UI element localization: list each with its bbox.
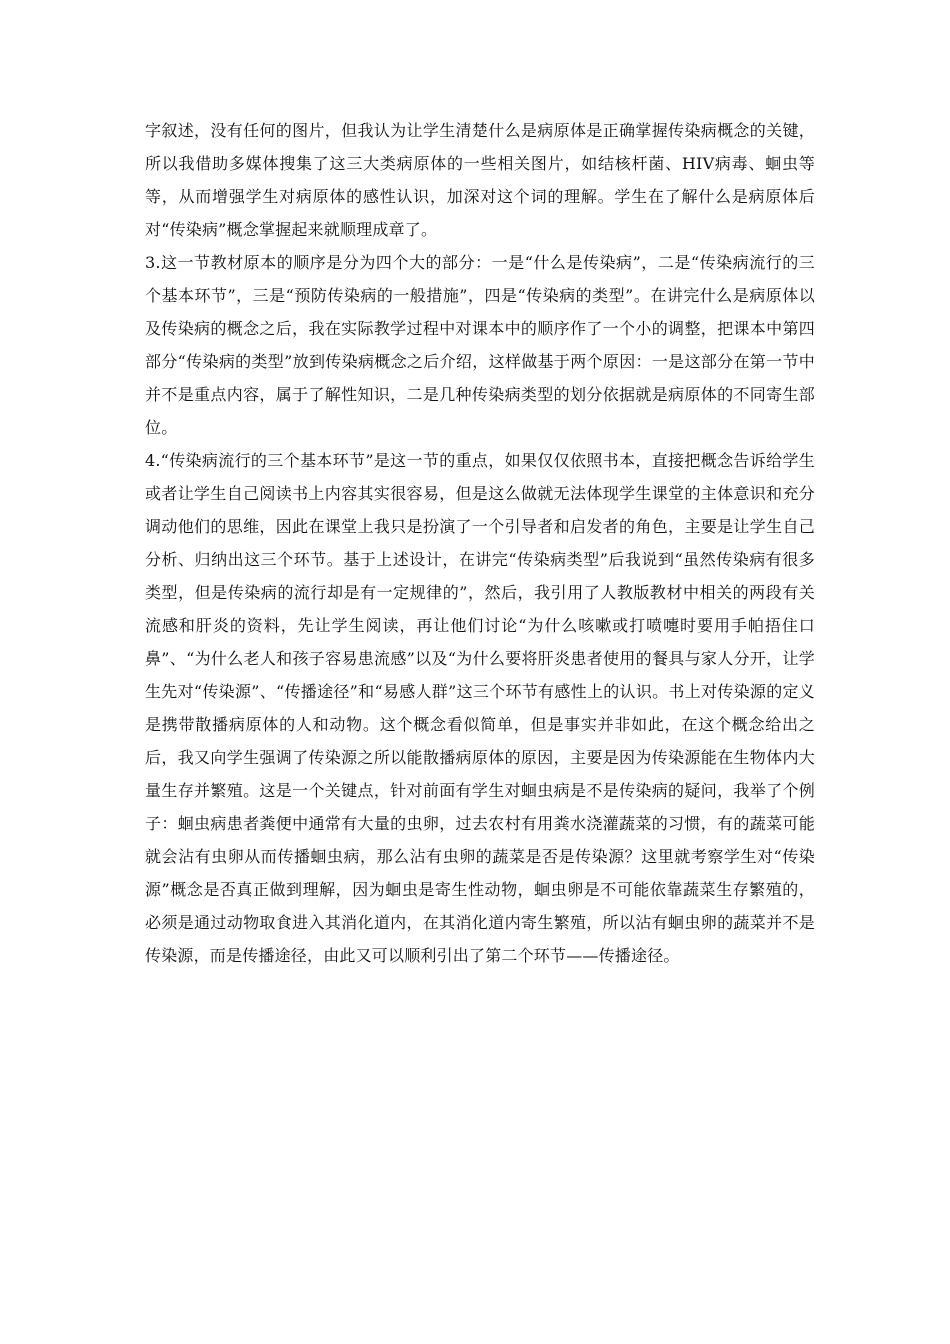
paragraph-point-3: 3.这一节教材原本的顺序是分为四个大的部分：一是“什么是传染病”，二是“传染病流行的三个基本环节”，三是“预防传染病的一般措施”，四是“传染病的类型”。在讲完什么是病原体以及传染病的概念之后，我在实际教学过程中对课本中的顺序作了一个小的调整，把课本中第四部分“传染病的类型”放到传染病概念之后介绍，这样做基于两个原因：一是这部分在第一节中并不是重点内容，属于了解性知识，二是几种传染病类型的划分依据就是病原体的不同寄生部位。 xyxy=(145,253,815,437)
paragraph-continuation: 字叙述，没有任何的图片，但我认为让学生清楚什么是病原体是正确掌握传染病概念的关键，所以我借助多媒体搜集了这三大类病原体的一些相关图片，如结核杆菌、HIV病毒、蛔虫等等，从而增强学生对病原体的感性认识，加深对这个词的理解。学生在了解什么是病原体后对“传染病”概念掌握起来就顺理成章了。 xyxy=(145,121,815,239)
paragraph-point-4: 4.“传染病流行的三个基本环节”是这一节的重点，如果仅仅依照书本，直接把概念告诉给学生或者让学生自己阅读书上内容其实很容易，但是这么做就无法体现学生课堂的主体意识和充分调动他们的思维，因此在课堂上我只是扮演了一个引导者和启发者的角色，主要是让学生自己分析、归纳出这三个环节。基于上述设计，在讲完“传染病类型”后我说到“虽然传染病有很多类型，但是传染病的流行却是有一定规律的”，然后，我引用了人教版教材中相关的两段有关流感和肝炎的资料，先让学生阅读，再让他们讨论“为什么咳嗽或打喷嚏时要用手帕捂住口鼻”、“为什么老人和孩子容易患流感”以及“为什么要将肝炎患者使用的餐具与家人分开，让学生先对“传染源”、“传播途径”和“易感人群”这三个环节有感性上的认识。书上对传染源的定义是携带散播病原体的人和动物。这个概念看似简单，但是事实并非如此，在这个概念给出之后，我又向学生强调了传染源之所以能散播病原体的原因，主要是因为传染源能在生物体内大量生存并繁殖。这是一个关键点，针对前面有学生对蛔虫病是不是传染病的疑问，我举了个例子：蛔虫病患者粪便中通常有大量的虫卵，过去农村有用粪水浇灌蔬菜的习惯，有的蔬菜可能就会沾有虫卵从而传播蛔虫病，那么沾有虫卵的蔬菜是否是传染源？这里就考察学生对“传染源”概念是否真正做到理解，因为蛔虫是寄生性动物，蛔虫卵是不可能依靠蔬菜生存繁殖的，必须是通过动物取食进入其消化道内，在其消化道内寄生繁殖，所以沾有蛔虫卵的蔬菜并不是传染源，而是传播途径，由此又可以顺利引出了第二个环节——传播途径。 xyxy=(145,451,815,965)
body-text xyxy=(145,114,815,972)
